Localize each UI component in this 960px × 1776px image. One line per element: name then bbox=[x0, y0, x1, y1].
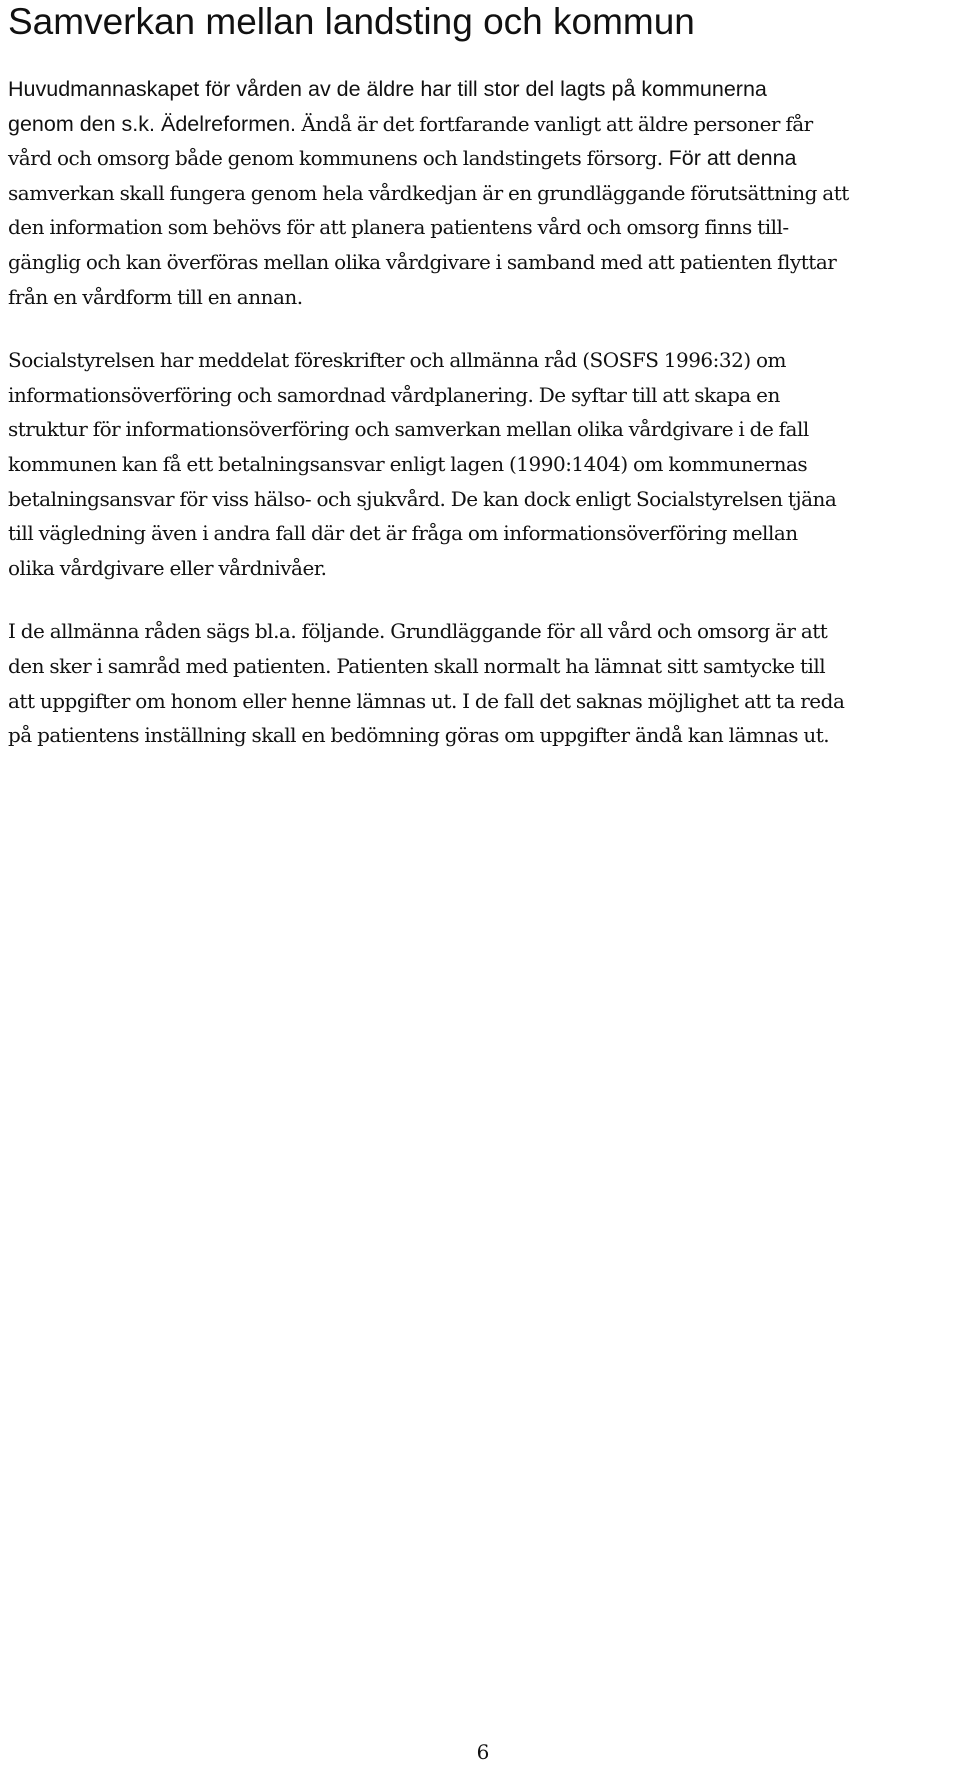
page-title: Samverkan mellan landsting och kommun bbox=[8, 1, 695, 42]
paragraph-2-line-5: betalningsansvar för viss hälso- och sjukvård. De kan dock enligt Socialstyrelsen tjäna bbox=[8, 486, 837, 511]
paragraph-3-line-4: på patientens inställning skall en bedömning göras om uppgifter ändå kan lämnas ut. bbox=[8, 723, 830, 748]
paragraph-1-line-7: från en vårdform till en annan. bbox=[8, 284, 303, 309]
paragraph-1-line-5: den information som behövs för att planera patientens vård och omsorg finns till- bbox=[8, 215, 789, 240]
paragraph-1-line-4: samverkan skall fungera genom hela vårdkedjan är en grundläggande förutsättning att bbox=[8, 180, 849, 205]
page-number: 6 bbox=[476, 1740, 490, 1764]
paragraph-3-line-2: den sker i samråd med patienten. Patienten skall normalt ha lämnat sitt samtycke till bbox=[8, 653, 826, 678]
paragraph-1-line-3 bbox=[8, 141, 938, 176]
paragraph-1-line-1: Huvudmannaskapet för vården av de äldre har till stor del lagts på kommunerna bbox=[8, 77, 767, 101]
paragraph-2-line-7: olika vårdgivare eller vårdnivåer. bbox=[8, 555, 327, 580]
paragraph-3-line-3: att uppgifter om honom eller henne lämnas ut. I de fall det saknas möjlighet att ta reda bbox=[8, 688, 845, 713]
paragraph-1-line-3-sans: För att denna bbox=[662, 146, 797, 171]
paragraph-1-line-2 bbox=[8, 107, 938, 142]
paragraph-2-line-3: struktur för informationsöverföring och samverkan mellan olika vårdgivare i de fall bbox=[8, 417, 809, 442]
paragraph-1-line-3-serif: vård och omsorg både genom kommunens och landstingets försorg. bbox=[8, 146, 663, 171]
paragraph-3 bbox=[8, 614, 938, 752]
paragraph-2-line-1: Socialstyrelsen har meddelat föreskrifter och allmänna råd (SOSFS 1996:32) om bbox=[8, 348, 787, 373]
paragraph-2-line-4: kommunen kan få ett betalningsansvar enligt lagen (1990:1404) om kommunernas bbox=[8, 451, 808, 476]
paragraph-2 bbox=[8, 343, 938, 585]
paragraph-1-line-2-serif: Ändå är det fortfarande vanligt att äldre personer får bbox=[296, 111, 813, 136]
paragraph-1 bbox=[8, 72, 938, 314]
paragraph-2-line-2: informationsöverföring och samordnad vårdplanering. De syftar till att skapa en bbox=[8, 382, 780, 407]
paragraph-2-line-6: till vägledning även i andra fall där det är fråga om informationsöverföring mellan bbox=[8, 521, 798, 546]
paragraph-1-line-2-sans: genom den s.k. Ädelreformen. bbox=[8, 111, 297, 136]
body-text bbox=[8, 72, 938, 782]
paragraph-1-line-6: gänglig och kan överföras mellan olika vårdgivare i samband med att patienten flyttar bbox=[8, 249, 837, 274]
paragraph-3-line-1: I de allmänna råden sägs bl.a. följande. Grundläggande för all vård och omsorg är att bbox=[8, 619, 828, 644]
